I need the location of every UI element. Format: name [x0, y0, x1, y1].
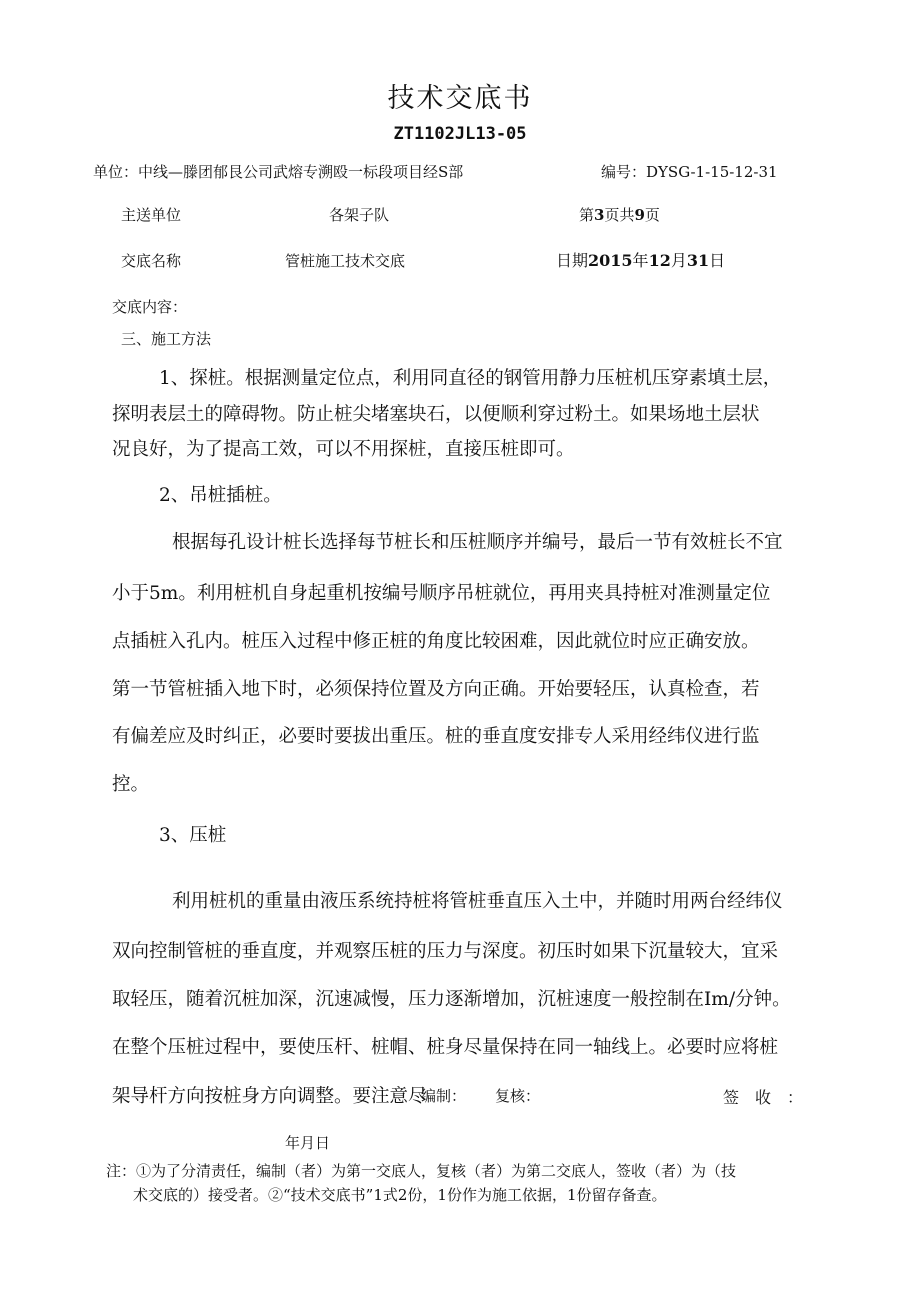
date-day: 31: [686, 251, 710, 270]
send-unit-label: 主送单位: [121, 206, 182, 224]
content-label: 交底内容：: [112, 298, 188, 316]
date-prefix: 日期: [556, 251, 589, 270]
disclosure-date: [556, 248, 725, 271]
paragraph-line: 利用桩机的重量由液压系统持桩将管桩垂直压入土中，并随时用两台经纬仪: [172, 891, 783, 912]
paragraph-line: 点插桩入孔内。桩压入过程中修正桩的角度比较困难，因此就位时应正确安放。: [112, 631, 760, 652]
note-line: 术交底的）接受者。②“技术交底书”1式2份，1份作为施工依据，1份留存备查。: [133, 1186, 667, 1204]
document-number: 编号：DYSG-1-15-12-31: [601, 163, 778, 181]
disclosure-name-value: 管桩施工技术交底: [285, 252, 406, 270]
page-total: 9: [634, 206, 645, 224]
reviewer-label: 复核：: [495, 1087, 541, 1105]
subheading-2: 2、吊桩插桩。: [159, 485, 282, 506]
section-heading: 三、施工方法: [121, 330, 212, 348]
date-month-unit: 月: [670, 251, 687, 270]
document-title: 技术交底书: [387, 83, 533, 114]
paragraph-line: 1、探桩。根据测量定位点，利用同直径的钢管用静力压桩机压穿素填土层，: [159, 368, 782, 389]
paragraph-line: 况良好，为了提高工效，可以不用探桩，直接压桩即可。: [112, 439, 575, 460]
paragraph-line: 小于5m。利用桩机自身起重机按编号顺序吊桩就位，再用夹具持桩对准测量定位: [112, 583, 771, 604]
paragraph-line: 取轻压，随着沉桩加深，沉速减慢，压力逐渐增加，沉桩速度一般控制在Im/分钟。: [112, 989, 791, 1010]
paragraph-line: 在整个压桩过程中，要使压杆、桩帽、桩身尽量保持在同一轴线上。必要时应将桩: [112, 1037, 779, 1058]
paragraph-line: 第一节管桩插入地下时，必须保持位置及方向正确。开始要轻压，认真检查，若: [112, 679, 760, 700]
paragraph-line: 根据每孔设计桩长选择每节桩长和压桩顺序并编号，最后一节有效桩长不宜: [172, 532, 783, 553]
editor-label: 编制：: [421, 1087, 467, 1105]
page-indicator: [579, 204, 660, 225]
page-prefix: 第: [579, 206, 595, 224]
unit-line: 单位：中线—滕团郁艮公司武熔专溯殴一标段项目经S部: [93, 163, 464, 181]
paragraph-line: 控。: [112, 774, 150, 795]
date-year-unit: 年: [632, 251, 649, 270]
date-day-unit: 日: [709, 251, 726, 270]
note-line: 注：①为了分清责任，编制（者）为第一交底人，复核（者）为第二交底人，签收（者）为（技: [106, 1162, 737, 1180]
paragraph-line: 探明表层土的障碍物。防止桩尖堵塞块石，以便顺利穿过粉土。如果场地土层状: [112, 404, 760, 425]
send-unit-value: 各架子队: [329, 206, 390, 224]
signature-label: 签 收 ：: [723, 1088, 804, 1107]
disclosure-name-label: 交底名称: [121, 252, 182, 270]
paragraph-line: 架导杆方向按桩身方向调整。要注意尽: [112, 1086, 427, 1107]
date-month: 12: [648, 251, 671, 270]
page-current: 3: [594, 206, 605, 224]
document-code: ZT1102JL13-05: [393, 124, 527, 144]
page-mid: 页共: [604, 206, 635, 224]
sign-date: 年月日: [285, 1134, 331, 1152]
paragraph-line: 有偏差应及时纠正，必要时要拔出重压。桩的垂直度安排专人采用经纬仪进行监: [112, 726, 760, 747]
date-year: 2015: [588, 251, 633, 270]
page-suffix: 页: [644, 206, 660, 224]
subheading-3: 3、压桩: [159, 825, 227, 846]
paragraph-line: 双向控制管桩的垂直度，并观察压桩的压力与深度。初压时如果下沉量较大，宜采: [112, 941, 779, 962]
